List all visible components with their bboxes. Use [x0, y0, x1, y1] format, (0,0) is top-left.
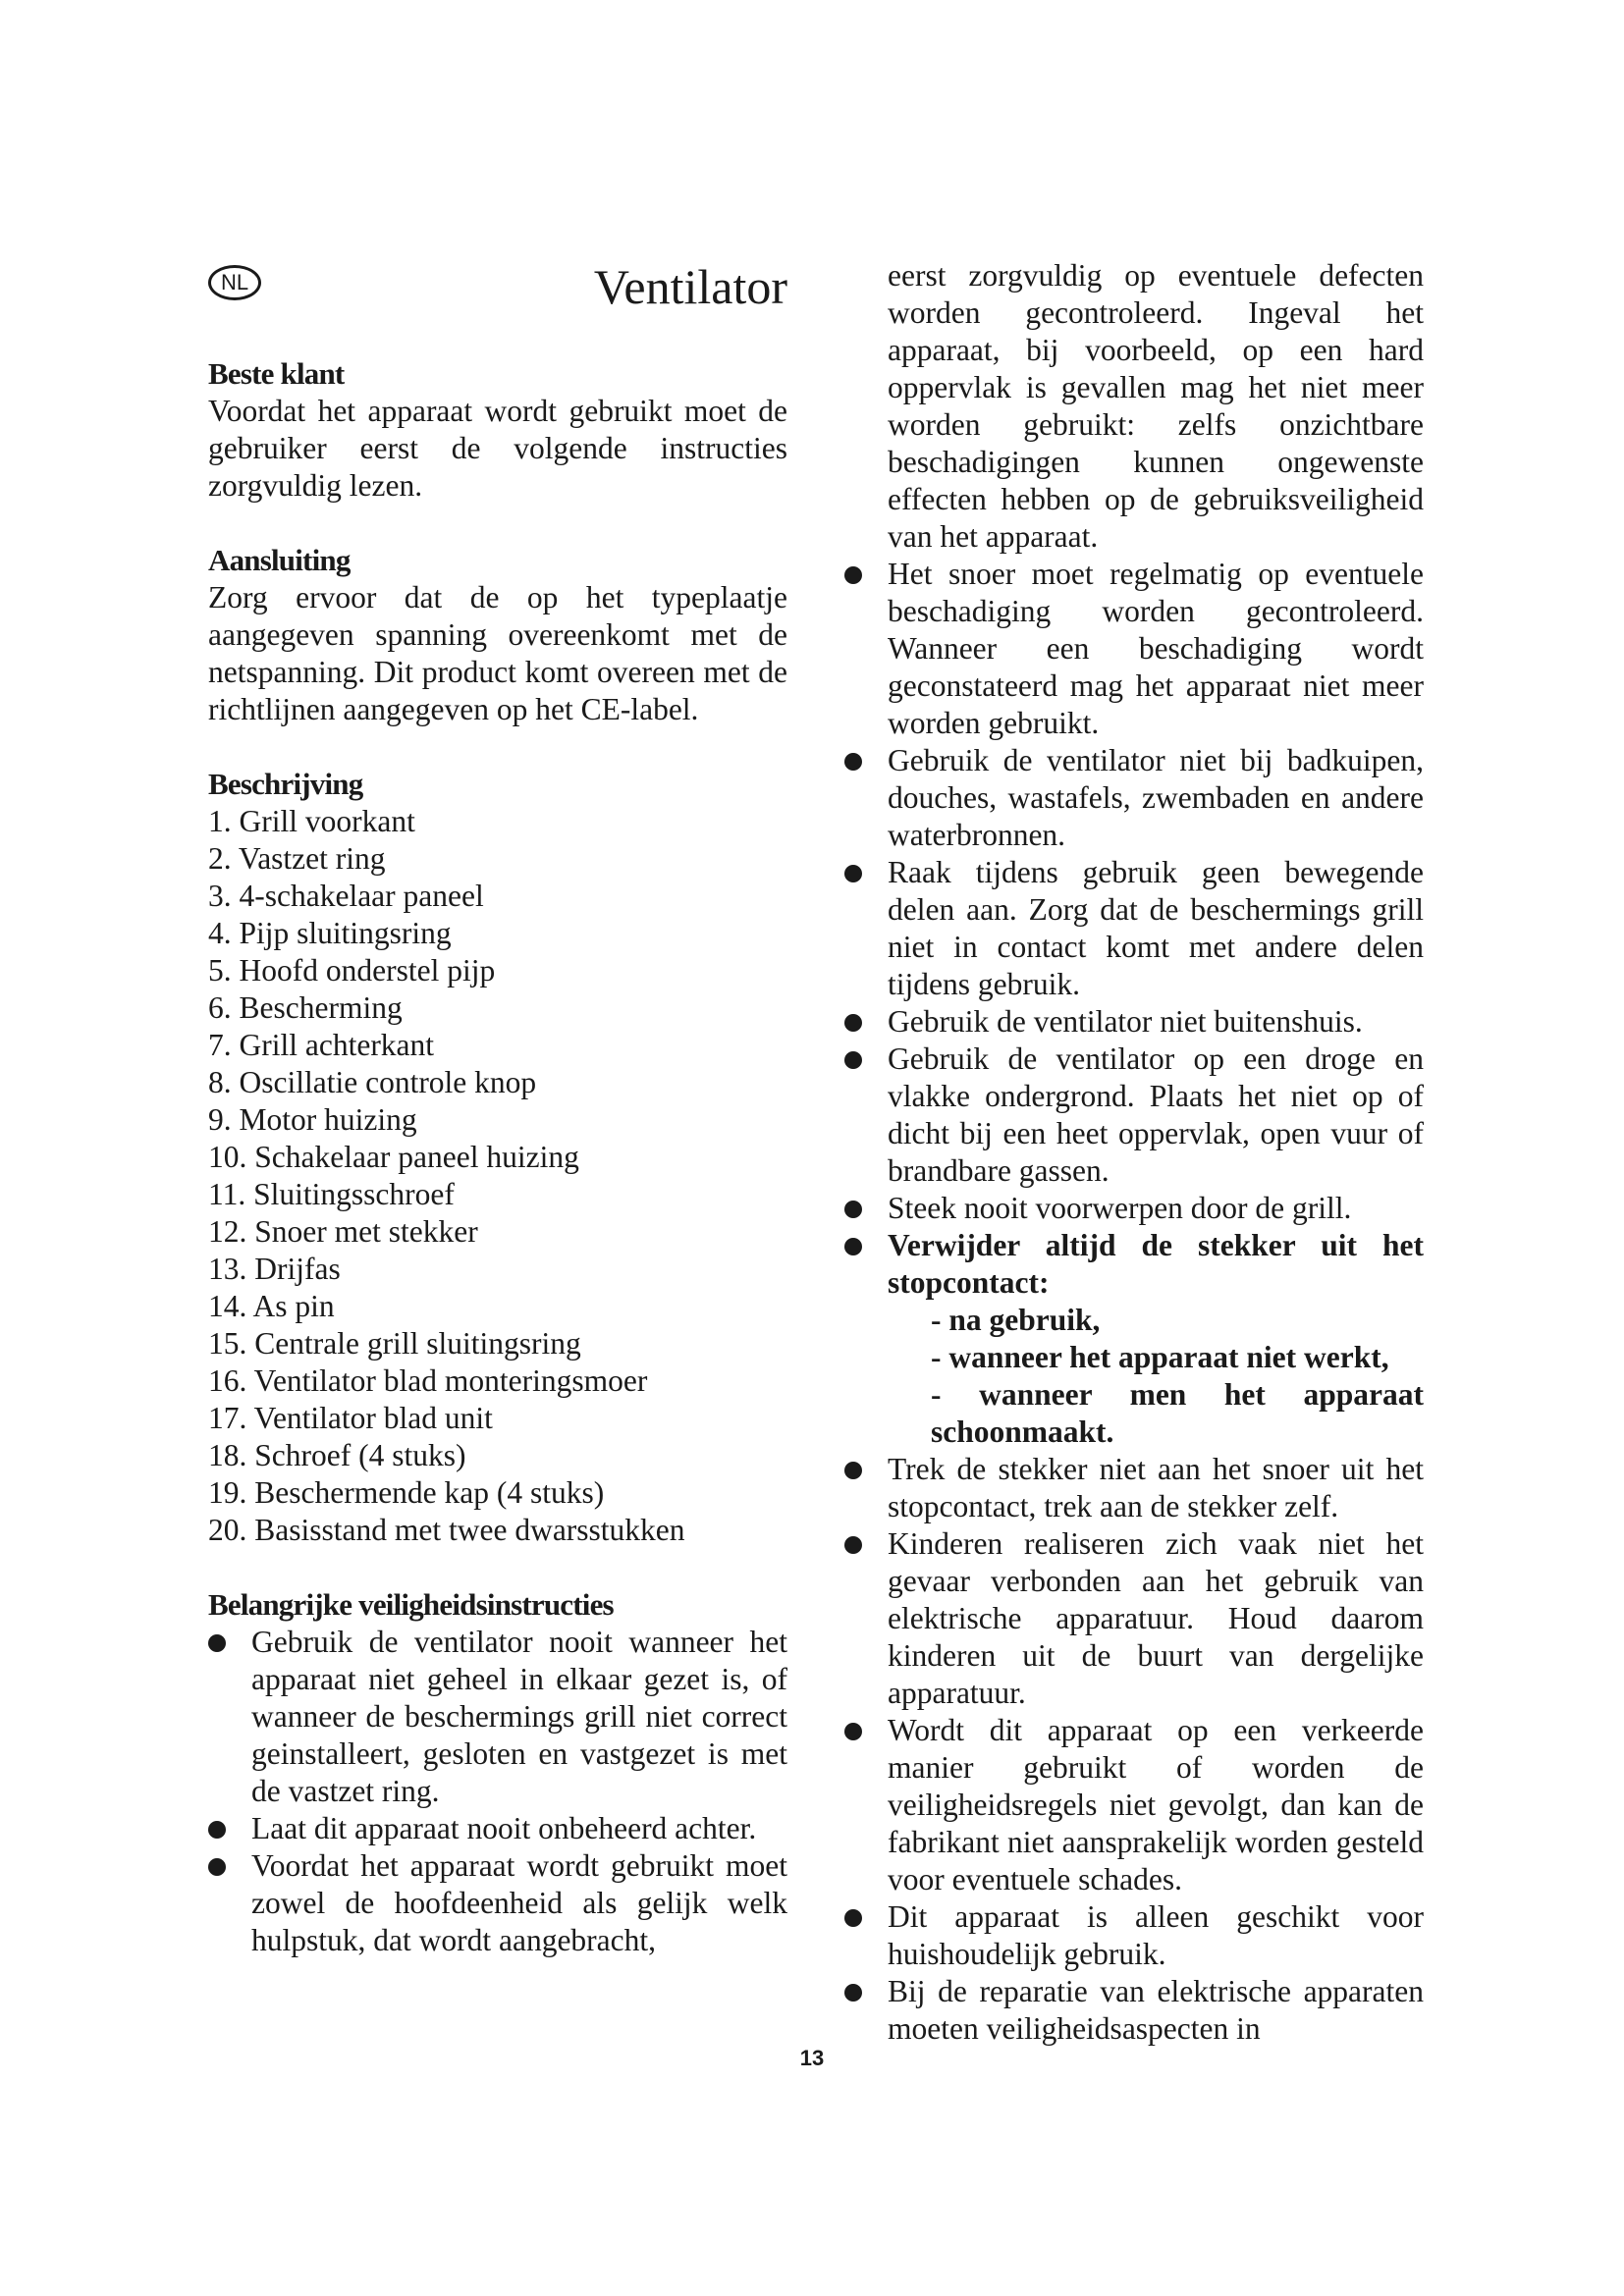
page-title: Ventilator: [593, 259, 787, 314]
part-item: 14. As pin: [208, 1289, 335, 1323]
page-number: 13: [799, 2046, 825, 2070]
bullet-icon: [844, 1462, 862, 1479]
part-item: 9. Motor huizing: [208, 1102, 417, 1137]
list-item: [844, 1525, 1424, 1712]
list-item: [844, 1712, 1424, 1898]
list-item-text: Het snoer moet regelmatig op eventuele beschadiging worden gecontroleerd. Wanneer een beschadiging wordt geconstateerd mag het apparaat niet meer worden gebruikt.: [888, 557, 1424, 740]
list-item-unplug: [844, 1227, 1424, 1451]
list-item: [844, 1190, 1424, 1227]
part-item: 3. 4-schakelaar paneel: [208, 879, 484, 913]
bullet-icon: [208, 1858, 226, 1876]
right-column: [844, 257, 1424, 2048]
part-item: 2. Vastzet ring: [208, 841, 386, 876]
parts-list: [208, 803, 787, 1549]
list-item: [844, 1003, 1424, 1041]
list-item-continuation: eerst zorgvuldig op eventuele defecten worden gecontroleerd. Ingeval het apparaat, bij voorbeeld, op een hard oppervlak is gevallen mag het niet meer worden gebruikt: zelfs onzichtbare beschadigingen kunnen ongewenste effecten hebben op de gebruiksveiligheid van het apparaat.: [888, 258, 1424, 554]
part-item: 16. Ventilator blad monteringsmoer: [208, 1363, 648, 1398]
section-heading: Aansluiting: [208, 543, 351, 577]
part-item: 18. Schroef (4 stuks): [208, 1438, 466, 1472]
list-item-text: Steek nooit voorwerpen door de grill.: [888, 1191, 1352, 1225]
bullet-icon: [208, 1821, 226, 1839]
list-item: [844, 1451, 1424, 1525]
list-item-text: Gebruik de ventilator niet bij badkuipen, douches, wastafels, zwembaden en andere waterbronnen.: [888, 743, 1424, 852]
bullet-icon: [844, 566, 862, 584]
bullet-icon: [844, 1984, 862, 2002]
part-item: 19. Beschermende kap (4 stuks): [208, 1475, 605, 1510]
section-dear-customer: [208, 355, 787, 505]
part-item: 6. Bescherming: [208, 990, 403, 1025]
part-item: 4. Pijp sluitingsring: [208, 916, 452, 950]
list-item-text: Gebruik de ventilator nooit wanneer het apparaat niet geheel in elkaar gezet is, of wanneer de beschermings grill niet correct geinstalleert, gesloten en vastgezet is met de vastzet ring.: [251, 1625, 787, 1808]
part-item: 15. Centrale grill sluitingsring: [208, 1326, 581, 1361]
list-item: [844, 556, 1424, 742]
left-column: [208, 257, 787, 1997]
safety-list-right: [844, 556, 1424, 2048]
section-heading: Belangrijke veiligheidsinstructies: [208, 1587, 614, 1622]
language-badge: NL: [208, 265, 261, 300]
bullet-icon: [844, 1238, 862, 1255]
list-item: [844, 1041, 1424, 1190]
part-item: 11. Sluitingsschroef: [208, 1177, 455, 1211]
list-item-text: Gebruik de ventilator niet buitenshuis.: [888, 1004, 1363, 1039]
part-item: 8. Oscillatie controle knop: [208, 1065, 537, 1099]
list-item: [844, 854, 1424, 1003]
list-item-text: Wordt dit apparaat op een verkeerde manier gebruikt of worden de veiligheidsregels niet gevolgt, dan kan de fabrikant niet aansprakelijk worden gesteld voor eventuele schades.: [888, 1713, 1424, 1896]
list-item-text: Laat dit apparaat nooit onbeheerd achter.: [251, 1811, 757, 1845]
part-item: 17. Ventilator blad unit: [208, 1401, 493, 1435]
part-item: 20. Basisstand met twee dwarsstukken: [208, 1513, 685, 1547]
list-item: [844, 1973, 1424, 2048]
list-item: [208, 1810, 787, 1847]
section-heading: Beschrijving: [208, 767, 363, 801]
list-item: [844, 742, 1424, 854]
sublist-item: - wanneer men het apparaat schoonmaakt.: [931, 1377, 1424, 1449]
part-item: 1. Grill voorkant: [208, 804, 415, 838]
part-item: 13. Drijfas: [208, 1252, 341, 1286]
list-item-text: Verwijder altijd de stekker uit het stopcontact:: [888, 1228, 1424, 1300]
bullet-icon: [208, 1634, 226, 1652]
bullet-icon: [844, 865, 862, 882]
bullet-icon: [844, 1201, 862, 1218]
bullet-icon: [844, 1536, 862, 1554]
part-item: 10. Schakelaar paneel huizing: [208, 1140, 579, 1174]
safety-list-left: [208, 1624, 787, 1959]
section-safety: [208, 1586, 787, 1959]
section-text: Voordat het apparaat wordt gebruikt moet de gebruiker eerst de volgende instructies zorgvuldig lezen.: [208, 394, 787, 503]
part-item: 7. Grill achterkant: [208, 1028, 435, 1062]
sublist-item: - na gebruik,: [931, 1303, 1101, 1337]
section-description: [208, 766, 787, 1549]
list-item-text: Raak tijdens gebruik geen bewegende delen aan. Zorg dat de beschermings grill niet in contact komt met andere delen tijdens gebruik.: [888, 855, 1424, 1001]
list-item-text: Voordat het apparaat wordt gebruikt moet zowel de hoofdeenheid als gelijk welk hulpstuk, dat wordt aangebracht,: [251, 1848, 787, 1957]
bullet-icon: [844, 1014, 862, 1032]
list-item-text: Trek de stekker niet aan het snoer uit het stopcontact, trek aan de stekker zelf.: [888, 1452, 1424, 1523]
list-item: [208, 1624, 787, 1810]
section-connection: [208, 542, 787, 728]
section-text: Zorg ervoor dat de op het typeplaatje aangegeven spanning overeenkomt met de netspanning. Dit product komt overeen met de richtlijnen aangegeven op het CE-label.: [208, 580, 787, 726]
bullet-icon: [844, 1723, 862, 1740]
sublist-item: - wanneer het apparaat niet werkt,: [931, 1340, 1389, 1374]
bullet-icon: [844, 1051, 862, 1069]
unplug-sublist: [888, 1302, 1424, 1451]
list-item-text: Dit apparaat is alleen geschikt voor huishoudelijk gebruik.: [888, 1899, 1424, 1971]
list-item: [208, 1847, 787, 1959]
list-item-text: Gebruik de ventilator op een droge en vlakke ondergrond. Plaats het niet op of dicht bij een heet oppervlak, open vuur of brandbare gassen.: [888, 1041, 1424, 1188]
part-item: 5. Hoofd onderstel pijp: [208, 953, 496, 988]
list-item: [844, 1898, 1424, 1973]
bullet-icon: [844, 753, 862, 771]
page-header: [208, 257, 787, 355]
bullet-icon: [844, 1909, 862, 1927]
list-item-text: Bij de reparatie van elektrische apparaten moeten veiligheidsaspecten in: [888, 1974, 1424, 2046]
section-heading: Beste klant: [208, 356, 345, 391]
part-item: 12. Snoer met stekker: [208, 1214, 478, 1249]
list-item-text: Kinderen realiseren zich vaak niet het gevaar verbonden aan het gebruik van elektrische apparatuur. Houd daarom kinderen uit de buurt van dergelijke apparatuur.: [888, 1526, 1424, 1710]
